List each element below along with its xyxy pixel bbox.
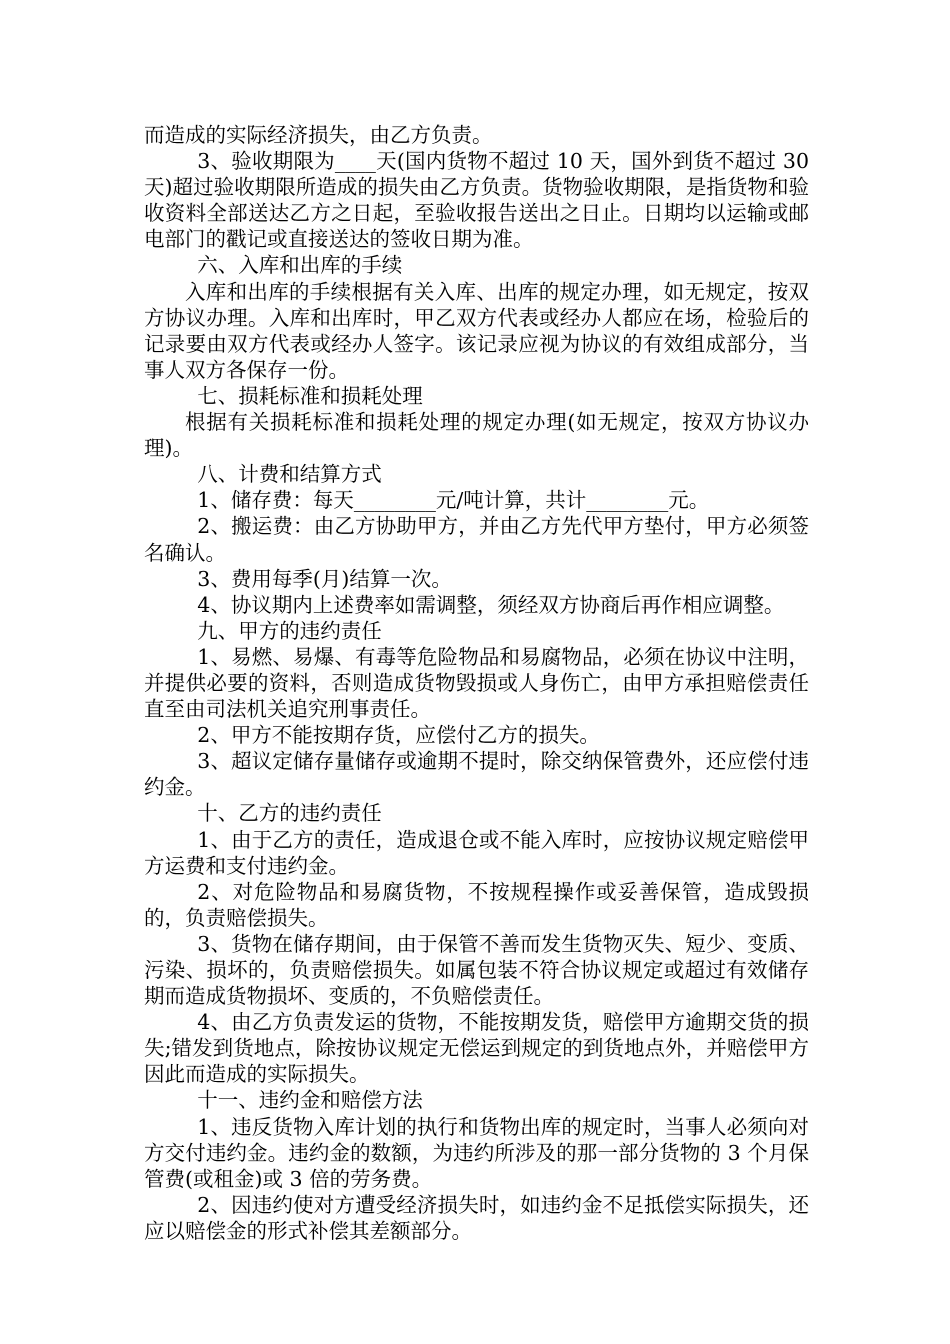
section-10-heading: 十、乙方的违约责任: [197, 801, 382, 826]
clause-11-2: 2、因违约使对方遭受经济损失时，如违约金不足抵偿实际损失，还应以赔偿金的形式补偿其差额部分。: [144, 1192, 809, 1243]
clause-10-4: 4、由乙方负责发运的货物，不能按期发货，赔偿甲方逾期交货的损失;错发到货地点，除按协议规定无偿运到规定的到货地点外，并赔偿甲方因此而造成的实际损失。: [144, 1010, 809, 1087]
section-7-body: 根据有关损耗标准和损耗处理的规定办理(如无规定，按双方协议办理)。: [144, 410, 809, 461]
clause-10-2: 2、对危险物品和易腐货物，不按规程操作或妥善保管，造成毁损的，负责赔偿损失。: [144, 879, 809, 930]
document-body: [144, 122, 809, 1244]
section-11-heading: 十一、违约金和赔偿方法: [197, 1088, 423, 1113]
section-7-heading: 七、损耗标准和损耗处理: [197, 383, 423, 408]
clause-11-1: 1、违反货物入库计划的执行和货物出库的规定时，当事人必须向对方交付违约金。违约金的数额，为违约所涉及的那一部分货物的 3 个月保管费(或租金)或 3 倍的劳务费。: [144, 1114, 809, 1191]
clause-8-2-handling-fee: 2、搬运费：由乙方协助甲方，并由乙方先代甲方垫付，甲方必须签名确认。: [144, 514, 809, 565]
clause-10-3: 3、货物在储存期间，由于保管不善而发生货物灭失、短少、变质、污染、损坏的，负责赔偿损失。如属包装不符合协议规定或超过有效储存期而造成货物损坏、变质的，不负赔偿责任。: [144, 931, 809, 1009]
section-6-body: 入库和出库的手续根据有关入库、出库的规定办理，如无规定，按双方协议办理。入库和出库时，甲乙双方代表或经办人都应在场，检验后的记录要由双方代表或经办人签字。该记录应视为协议的有效组成部分，当事人双方各保存一份。: [144, 279, 809, 382]
clause-9-3: 3、超议定储存量储存或逾期不提时，除交纳保管费外，还应偿付违约金。: [144, 749, 809, 800]
section-9-heading: 九、甲方的违约责任: [197, 618, 382, 643]
section-6-heading: 六、入库和出库的手续: [197, 253, 403, 278]
clause-9-2: 2、甲方不能按期存货，应偿付乙方的损失。: [197, 723, 600, 748]
clause-8-3-settlement: 3、费用每季(月)结算一次。: [197, 566, 452, 591]
clause-10-1: 1、由于乙方的责任，造成退仓或不能入库时，应按协议规定赔偿甲方运费和支付违约金。: [144, 827, 809, 878]
clause-8-4-rate-adjustment: 4、协议期内上述费率如需调整，须经双方协商后再作相应调整。: [197, 592, 785, 617]
clause-9-1: 1、易燃、易爆、有毒等危险物品和易腐物品，必须在协议中注明，并提供必要的资料，否则造成货物毁损或人身伤亡，由甲方承担赔偿责任直至由司法机关追究刑事责任。: [144, 644, 809, 722]
clause-5-3-inspection-period: 3、验收期限为____天(国内货物不超过 10 天，国外到货不超过 30 天)超过验收期限所造成的损失由乙方负责。货物验收期限，是指货物和验收资料全部送达乙方之日起，至验收报告送出之日止。日期均以运输或邮电部门的戳记或直接送达的签收日期为准。: [144, 149, 809, 252]
section-8-heading: 八、计费和结算方式: [197, 462, 382, 487]
paragraph-continuation: 而造成的实际经济损失，由乙方负责。: [144, 123, 493, 147]
clause-8-1-storage-fee: 1、储存费：每天________元/吨计算，共计________元。: [197, 488, 710, 513]
